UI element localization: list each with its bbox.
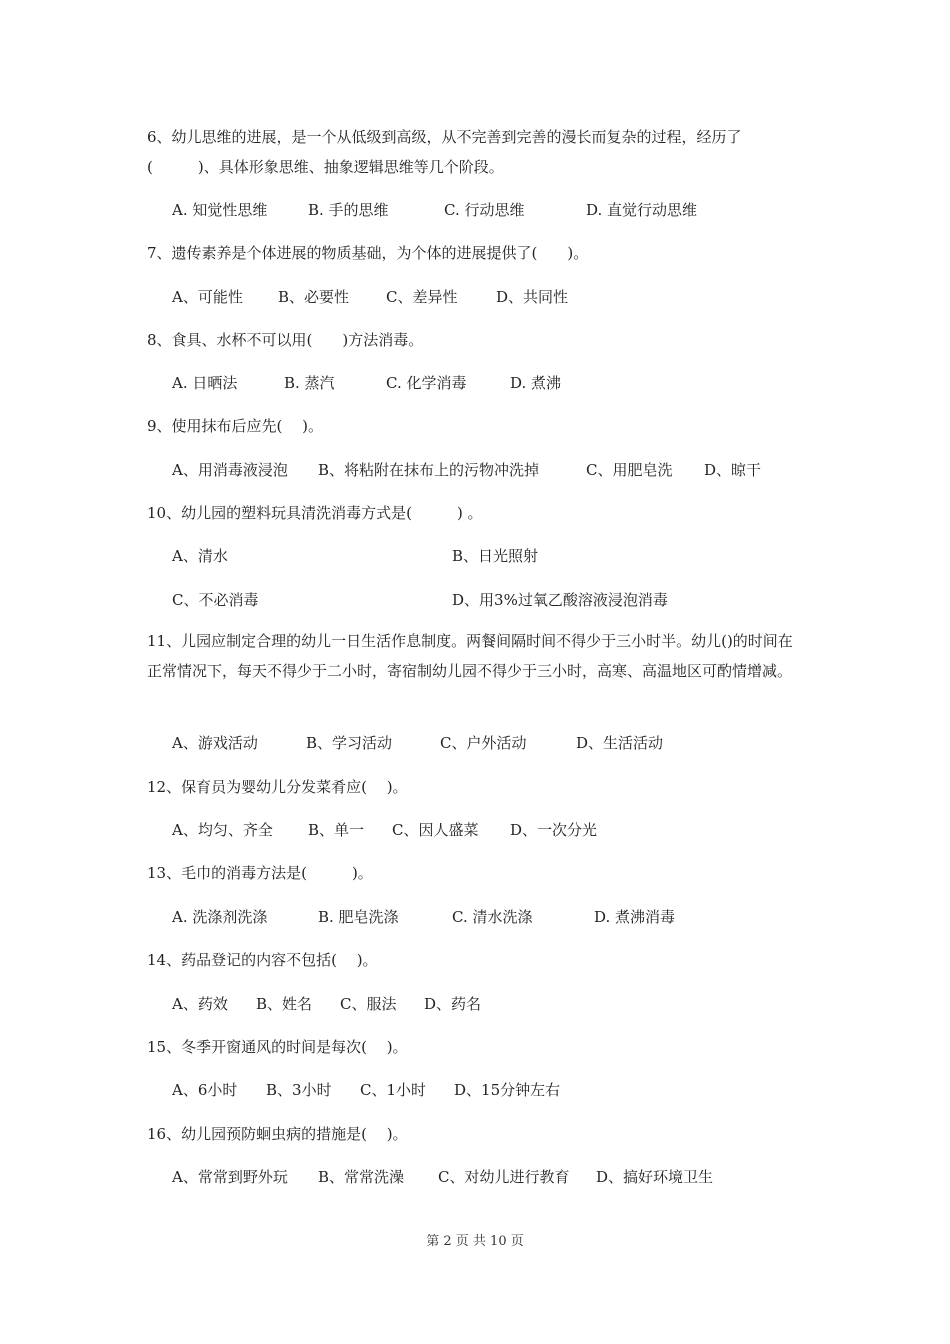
options-10-row2: [172, 589, 668, 610]
options-9: [172, 459, 761, 480]
option: B、单一: [308, 821, 365, 839]
options-6: [172, 199, 697, 220]
option: C、服法: [340, 995, 397, 1013]
option: D. 煮沸消毒: [594, 908, 676, 926]
option: D. 煮沸: [510, 374, 562, 392]
options-12: [172, 819, 597, 840]
option: D、晾干: [704, 461, 762, 479]
question-12: 12、保育员为婴幼儿分发菜肴应( )。: [147, 778, 408, 796]
option: A、清水: [172, 547, 228, 565]
question-16: 16、幼儿园预防蛔虫病的措施是( )。: [147, 1125, 408, 1143]
option: D、药名: [424, 995, 482, 1013]
option: B. 蒸汽: [284, 374, 335, 392]
options-10-row1: [172, 545, 538, 566]
option: D、一次分光: [510, 821, 598, 839]
question-6: 6、幼儿思维的进展，是一个从低级到高级，从不完善到完善的漫长而复杂的过程，经历了( )、具体形象思维、抽象逻辑思维等几个阶段。: [147, 128, 742, 176]
option: D、搞好环境卫生: [596, 1168, 714, 1186]
option: A、常常到野外玩: [172, 1168, 288, 1186]
option: A、用消毒液浸泡: [172, 461, 288, 479]
option: A. 知觉性思维: [172, 201, 268, 219]
option: A、可能性: [172, 288, 243, 306]
option: D、用3%过氧乙酸溶液浸泡消毒: [452, 591, 668, 609]
question-7: 7、遗传素养是个体进展的物质基础，为个体的进展提供了( )。: [147, 244, 589, 262]
option: D、生活活动: [576, 734, 664, 752]
question-10: 10、幼儿园的塑料玩具清洗消毒方式是( ) 。: [147, 504, 483, 522]
option: C. 化学消毒: [386, 374, 467, 392]
option: C、用肥皂洗: [586, 461, 673, 479]
question-11: 11、儿园应制定合理的幼儿一日生活作息制度。两餐间隔时间不得少于三小时半。幼儿()的时间在正常情况下，每天不得少于二小时，寄宿制幼儿园不得少于三小时，高寒、高温地区可酌情增减。: [147, 632, 793, 680]
option: A. 洗涤剂洗涤: [172, 908, 268, 926]
option: C. 行动思维: [444, 201, 525, 219]
option: B. 手的思维: [308, 201, 389, 219]
option: C、差异性: [386, 288, 458, 306]
options-14: [172, 993, 481, 1014]
option: C、对幼儿进行教育: [438, 1168, 570, 1186]
option: A. 日晒法: [172, 374, 238, 392]
option: A、6小时: [172, 1081, 238, 1099]
option: B、学习活动: [306, 734, 393, 752]
option: A、游戏活动: [172, 734, 258, 752]
option: B、将粘附在抹布上的污物冲洗掉: [318, 461, 540, 479]
option: C、1小时: [360, 1081, 427, 1099]
question-9: 9、使用抹布后应先( )。: [147, 417, 324, 435]
question-13: 13、毛巾的消毒方法是( )。: [147, 864, 373, 882]
option: B、常常洗澡: [318, 1168, 405, 1186]
option: C、因人盛菜: [392, 821, 479, 839]
page-footer: 第 2 页 共 10 页: [426, 1234, 524, 1249]
option: D、共同性: [496, 288, 569, 306]
options-11: [172, 732, 663, 753]
question-14: 14、药品登记的内容不包括( )。: [147, 951, 378, 969]
options-7: [172, 286, 568, 307]
option: C、户外活动: [440, 734, 527, 752]
option: B. 肥皂洗涤: [318, 908, 399, 926]
option: A、药效: [172, 995, 228, 1013]
question-15: 15、冬季开窗通风的时间是每次( )。: [147, 1038, 408, 1056]
option: D. 直觉行动思维: [586, 201, 698, 219]
question-8: 8、食具、水杯不可以用( )方法消毒。: [147, 331, 424, 349]
option: B、必要性: [278, 288, 350, 306]
option: C. 清水洗涤: [452, 908, 533, 926]
option: A、均匀、齐全: [172, 821, 273, 839]
option: C、不必消毒: [172, 591, 259, 609]
option: B、3小时: [266, 1081, 332, 1099]
option: B、姓名: [256, 995, 313, 1013]
options-16: [172, 1166, 713, 1187]
options-15: [172, 1079, 560, 1100]
options-8: [172, 372, 561, 393]
option: B、日光照射: [452, 547, 539, 565]
option: D、15分钟左右: [454, 1081, 561, 1099]
options-13: [172, 906, 675, 927]
